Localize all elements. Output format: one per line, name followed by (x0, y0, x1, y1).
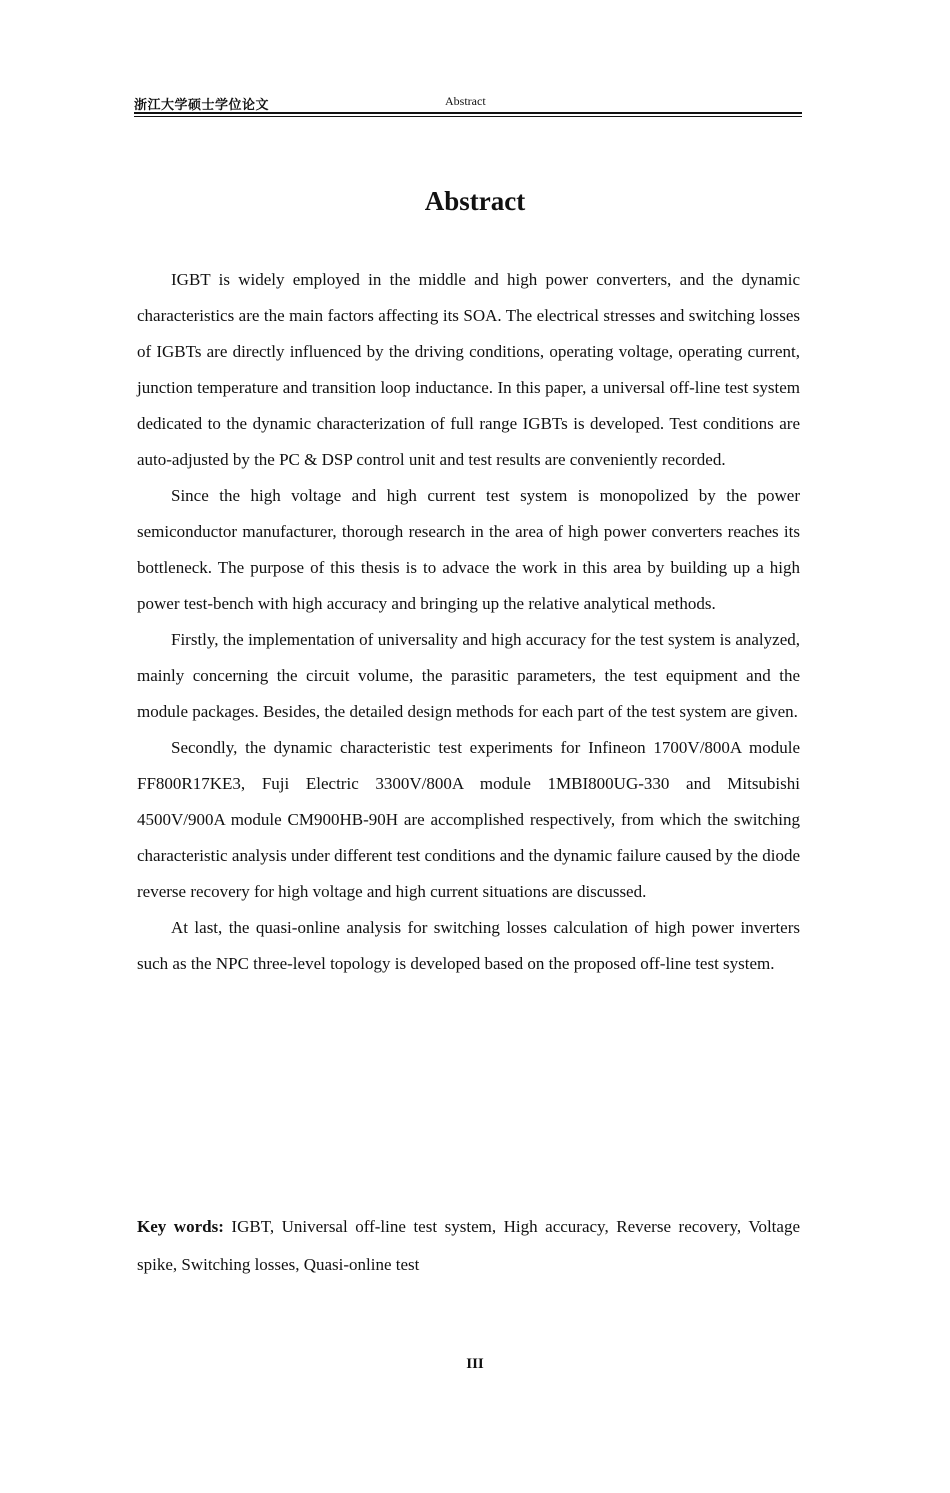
keywords (137, 1208, 800, 1284)
paragraph-3: Firstly, the implementation of universality and high accuracy for the test system is analyzed, mainly concerning the circuit volume, the parasitic parameters, the test equipment and the module packages. Besides, the detailed design methods for each part of the test system are given. (137, 630, 800, 721)
paragraph-5: At last, the quasi-online analysis for switching losses calculation of high power inverters such as the NPC three-level topology is developed based on the proposed off-line test system. (137, 918, 800, 973)
paragraph-4: Secondly, the dynamic characteristic test experiments for Infineon 1700V/800A module FF800R17KE3, Fuji Electric 3300V/800A module 1MBI800UG-330 and Mitsubishi 4500V/900A module CM900HB-90H are accomplished respectively, from which the switching characteristic analysis under different test conditions and the dynamic failure caused by the diode reverse recovery for high voltage and high current situations are discussed. (137, 738, 800, 901)
header-rule-thin (134, 116, 802, 117)
paragraph-1: IGBT is widely employed in the middle and high power converters, and the dynamic characteristics are the main factors affecting its SOA. The electrical stresses and switching losses of IGBTs are directly influenced by the driving conditions, operating voltage, operating current, junction temperature and transition loop inductance. In this paper, a universal off-line test system dedicated to the dynamic characterization of full range IGBTs is developed. Test conditions are auto-adjusted by the PC & DSP control unit and test results are conveniently recorded. (137, 270, 800, 469)
header-thesis-title: 浙江大学硕士学位论文 (134, 97, 270, 112)
abstract-body (137, 262, 800, 982)
keywords-text: IGBT, Universal off-line test system, High accuracy, Reverse recovery, Voltage spike, Switching losses, Quasi-online test (137, 1217, 801, 1274)
keywords-label: Key words: (137, 1217, 224, 1236)
header-section-title: Abstract (445, 94, 486, 108)
header-rule (134, 112, 802, 114)
page-number: III (466, 1356, 484, 1372)
paragraph-2: Since the high voltage and high current test system is monopolized by the power semiconductor manufacturer, thorough research in the area of high power converters reaches its bottleneck. The purpose of this thesis is to advace the work in this area by building up a high power test-bench with high accuracy and bringing up the relative analytical methods. (137, 486, 800, 613)
running-header (134, 92, 802, 112)
page-title: Abstract (424, 186, 526, 216)
